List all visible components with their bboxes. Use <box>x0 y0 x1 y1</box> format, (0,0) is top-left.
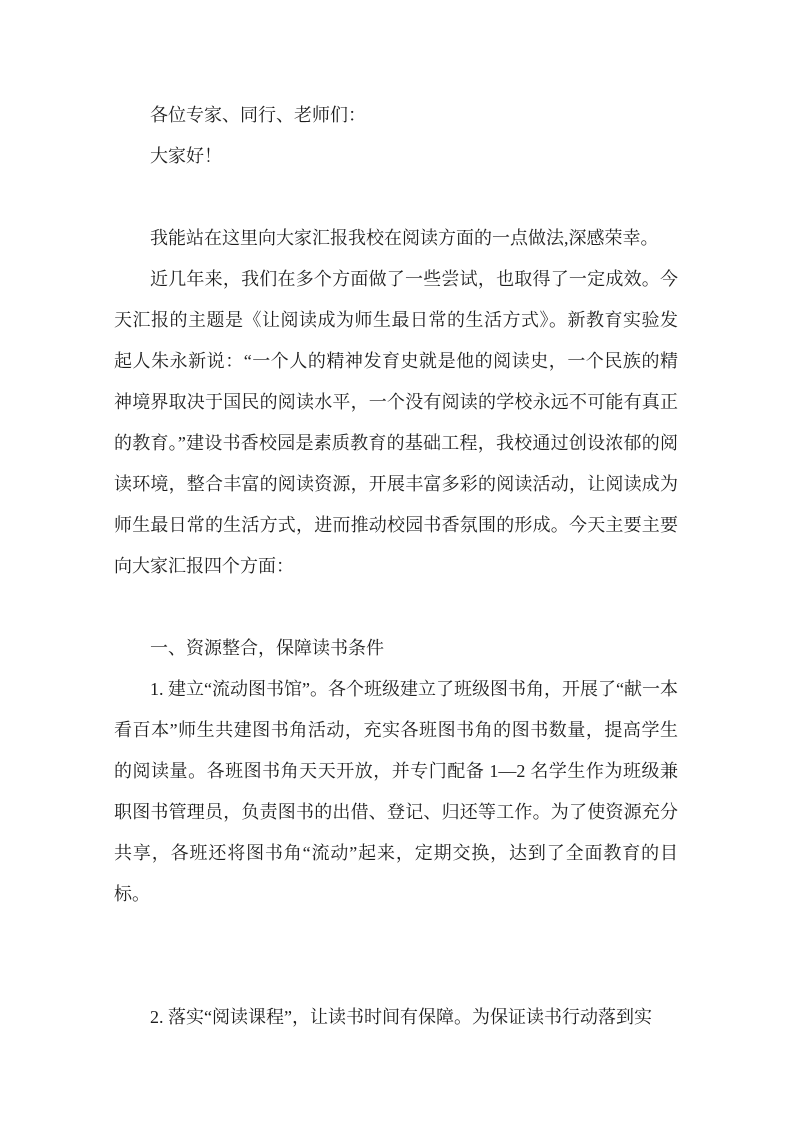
intro-paragraph: 我能站在这里向大家汇报我校在阅读方面的一点做法,深感荣幸。 <box>150 228 659 248</box>
theme-paragraph: 近几年来，我们在多个方面做了一些尝试，也取得了一定成效。今天汇报的主题是《让阅读成为师生最日常的生活方式》。新教育实验发起人朱永新说：“一个人的精神发育史就是他的阅读史，一个民族的精神境界取决于国民的阅读水平，一个没有阅读的学校永远不可能有真正的教育。”建设书香校园是素质教育的基础工程，我校通过创设浓郁的阅读环境，整合丰富的阅读资源，开展丰富多彩的阅读活动，让阅读成为师生最日常的生活方式，进而推动校园书香氛围的形成。今天主要主要向大家汇报四个方面： <box>114 269 678 576</box>
greeting-line: 大家好！ <box>150 146 222 166</box>
section-1-heading: 一、资源整合，保障读书条件 <box>150 638 384 658</box>
salutation-line: 各位专家、同行、老师们： <box>150 105 366 125</box>
section-1-item-1-paragraph: 1. 建立“流动图书馆”。各个班级建立了班级图书角，开展了“献一本看百本”师生共建图书角活动，充实各班图书角的图书数量，提高学生的阅读量。各班图书角天天开放，并专门配备 1—2 名学生作为班级兼职图书管理员，负责图书的出借、登记、归还等工作。为了使资源充分共享，各班还将图书角“流动”起来，定期交换，达到了全面教育的目标。 <box>114 679 678 904</box>
section-1-item-2-paragraph: 2. 落实“阅读课程”，让读书时间有保障。为保证读书行动落到实 <box>150 1007 652 1027</box>
